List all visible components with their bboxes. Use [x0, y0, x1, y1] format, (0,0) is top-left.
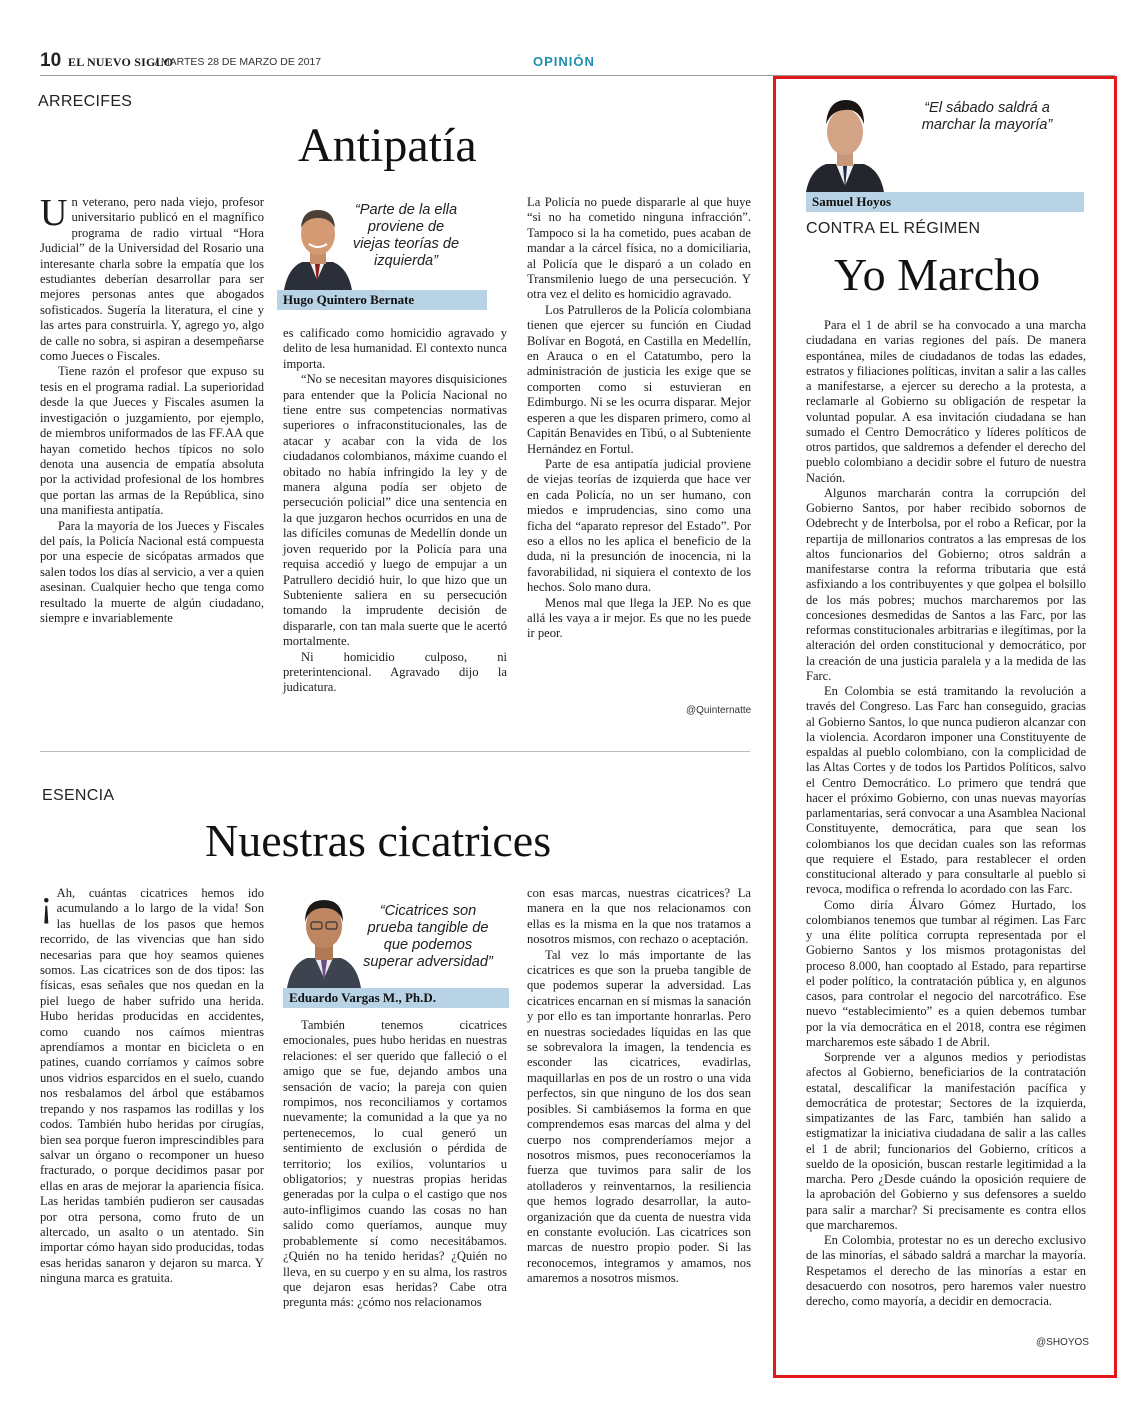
article3-pull-quote: “El sábado saldrá a marchar la mayoría”: [921, 100, 1053, 133]
article2-dropcap: ¡: [40, 883, 53, 925]
article2-paragraph: con esas marcas, nuestras cicatrices? La manera en la que nos relacionamos con ellas es la misma en la que nos tratamos a nosotros mismos, con rechazo o aceptación.: [527, 886, 751, 947]
article1-paragraph: Parte de esa antipatía judicial proviene de viejas teorías de izquierda que hace ver en cada Policía, no un ser humano, con miedos e imprudencias, sino como una ficha del “aparato represor del Estado”. Por eso a ellos no les aplica el beneficio de la duda, ni la presunción de inocencia, ni la favorabilidad, ni siquiera el contexto de los hechos. Solo mano dura.: [527, 456, 751, 595]
article3-paragraph: Algunos marcharán contra la corrupción del Gobierno Santos, por haber recibido sobornos de Odebrecht y de Interbolsa, por el robo a Reficar, por la repartija de millonarios contratos a las empresas de los altos funcionarios del Gobierno; otros saldrán a manifestarse contra la reforma tributaria que está asfixiando a los contribuyentes y que golpea el bolsillo de los más pobres; muchos marcharemos por las concesiones desmedidas de Santos a las Farc, por las reformas constitucionales arbitrarias e ilegítimas, por la alteración del orden constitucional y democrático, por la creación de una justicia paralela y a la medida de las Farc.: [806, 485, 1086, 683]
article3-paragraph: En Colombia se está tramitando la revolución a través del Congreso. Las Farc han conseguido, gracias al Gobierno Santos, lo que nunca pudieron alcanzar con la violencia. Acordaron imponer una Constituyente de espaldas al pueblo colombiano, con la complicidad de las Altas Cortes y de todos los Partidos Políticos, salvo el Centro Democrático. Lo primero que tendrá que hacer el próximo Gobierno, con unas nuevas mayorías parlamentarias, será convocar a una Asamblea Nacional Constituyente, democrática, para que sean los colombianos los que decidan cuales son las reformas que requiere el Estado, para restablecer el orden constitucional alterado y para consultarle al pueblo si revoca, modifica o refrenda lo acordado con las Farc.: [806, 684, 1086, 897]
article1-paragraph: Ni homicidio culposo, ni preterintencional. Agravado dijo la judicatura.: [283, 649, 507, 695]
author-photo-hugo-quintero: [280, 198, 355, 290]
article2-paragraph: Tal vez lo más importante de las cicatrices es que son la prueba tangible de que podemos superar la adversidad. Las cicatrices encarnan en sí mismas la sanación y por ello es tan importante honrarlas. Pero en nuestras sociedades líquidas en las que se sobrevalora la imagen, la tendencia es esconder las cicatrices, evadirlas, maquillarlas en pos de un rostro o una vida perfectos, sin que ninguno de los dos sean posibles. Si cambiásemos la forma en que comprendemos esas marcas del alma y del cuerpo nos comprenderíamos mejor a nosotros mismos, pues reconoceríamos la fuerza que tuvimos para salir de los atolladeros y reinventarnos, la resiliencia que hemos logrado desarrollar, la auto-organización que da cuenta de nuestra vida en constante evolución. Las cicatrices son marcas de nuestro propio poder. Si las reconocemos, integramos y amamos, nos amaremos a nosotros mismos.: [527, 947, 751, 1286]
article1-author-name: Hugo Quintero Bernate: [277, 290, 487, 310]
article3-body: [806, 318, 1086, 1309]
article2-kicker: ESENCIA: [42, 787, 115, 804]
article1-paragraph: Tiene razón el profesor que expuso su tesis en el programa radial. La superioridad desde la que Jueces y Fiscales asumen la investigación o juzgamiento, por ejemplo, de miembros uniformados de las FF.AA que hayan cometido hechos típicos no solo denota una ausencia de empatía absoluta por la actividad profesional de los hombres que portan las armas de la República, sino una manifiesta antipatía.: [40, 364, 264, 518]
article2-column-1: [40, 883, 264, 1287]
article1-dropcap: U: [40, 192, 68, 234]
article1-paragraph: Menos mal que llega la JEP. No es que allá les vaya a ir mejor. Es que no les puede ir peor.: [527, 595, 751, 641]
article1-column-1: [40, 192, 264, 626]
article2-paragraph: También tenemos cicatrices emocionales, pues hubo heridas en nuestras relaciones: el ser querido que falleció o el amigo que se fue, dejando ambos una sensación de vacío; la pareja con quien rompimos, nos reconciliamos y cortamos nuevamente; la comunidad a la que ya no pertenecemos, lo cual generó un sentimiento de exclusión o pérdida de territorio; los exilios, voluntarios u obligatorios; y nuestras propias heridas generadas por la culpa o el castigo que nos auto-infligimos cuando las cosas no han salido como queríamos, aunque muy probablemente sí como necesitábamos. ¿Quién no ha tenido heridas? ¿Quién no lleva, en su cuerpo y en su alma, los rastros que dejaron esas heridas? Cabe otra pregunta más: ¿cómo nos relacionamos: [283, 1018, 507, 1310]
article1-paragraph: La Policía no puede dispararle al que huye “si no ha cometido ninguna infracción”. Tampoco si la ha cometido, pues acaban de mandar a la cárcel física, no a domiciliaria, al Policía que le disparó a un colado en Transmilenio luego de una persecución. Y otra vez el delito es homicidio agravado.: [527, 195, 751, 302]
article1-paragraph: Para la mayoría de los Jueces y Fiscales del país, la Policía Nacional está compuesta por una especie de sicópatas armados que salen todos los días al servicio, a ver a quien asesinan. Cualquier hecho que tenga como resultado la muerte de algún ciudadano, siempre e invariablemente: [40, 518, 264, 625]
article2-pull-quote: “Cicatrices son prueba tangible de que podemos superar adversidad”: [363, 903, 493, 970]
article1-pull-quote: “Parte de la ella proviene de viejas teorías de izquierda”: [352, 202, 460, 269]
author-photo-samuel-hoyos: [806, 92, 884, 192]
page-number: 10: [40, 50, 62, 71]
article3-paragraph: Sorprende ver a algunos medios y periodistas afectos al Gobierno, beneficiarios de la contratación estatal, descalificar la manifestación pacífica y democrática de protestar; Sectores de la izquierda, simpatizantes de las Farc, también han salido a estigmatizar la iniciativa ciudadana de salir a las calles el 1 de abril; funcionarios del Gobierno, críticos a sueldo de la oposición, buscan restarle legitimidad a la marcha. Pero ¿Desde cuándo la oposición requiere de la aprobación del Gobierno y sus defensores a sueldo para salir a marchar? Si precisamente es contra ellos que marcharemos.: [806, 1050, 1086, 1232]
issue-date: / MARTES 28 DE MARZO DE 2017: [155, 56, 322, 68]
article2-headline: Nuestras cicatrices: [205, 815, 552, 866]
article1-column-2: [283, 326, 507, 696]
section-label: OPINIÓN: [533, 54, 595, 69]
article3-paragraph: Como diría Álvaro Gómez Hurtado, los colombianos tenemos que tumbar al régimen. Las Farc y una élite política corrupta representada por el Gobierno Santos y los mismos protagonistas del proceso 8.000, han cooptado al Estado, para repartirse el poder político, la contratación pública y, en algunos casos, para controlar el negocio del narcotráfico. Ese nuevo “establecimiento” es a quien debemos tumbar por la vía democrática en el 2018, contra ese régimen marcharemos este sábado 1 de Abril.: [806, 897, 1086, 1049]
section-divider: [40, 751, 750, 752]
article3-paragraph: Para el 1 de abril se ha convocado a una marcha ciudadana en varias regiones del país. De manera espontánea, miles de ciudadanos de todas las edades, estratos y filiaciones políticas, invitan a salir a las calles a manifestarse, a ejercer su derecho a la protesta, a reclamarle al Gobierno su obligación de respetar la voluntad popular. A esa invitación ciudadana se han sumado el Centro Democrático y líderes políticos de otros partidos, que saldremos a defender el derecho del pueblo colombiano a decidir sobre el futuro de nuestra Nación.: [806, 318, 1086, 485]
author-photo-eduardo-vargas: [285, 886, 363, 988]
article3-headline: Yo Marcho: [834, 249, 1041, 300]
article2-column-3: [527, 886, 751, 1287]
article1-paragraph: Un veterano, pero nada viejo, profesor universitario publicó en el magnífico programa de radio virtual “Hora Judicial” de la Universidad del Rosario una interesante charla sobre la empatía que los estudiantes deberían desarrollar para ser mejores personas antes que abogados sofisticados. Sugería la literatura, el cine y las artes para construirla. Y, agrego yo, algo de calle no sobra, si aspiran a desempeñarse como Jueces o Fiscales.: [40, 192, 264, 364]
article1-column-3: [527, 195, 751, 642]
article1-kicker: ARRECIFES: [38, 93, 133, 110]
article3-kicker: CONTRA EL RÉGIMEN: [806, 220, 981, 237]
article1-author-handle: @Quinternatte: [686, 705, 752, 716]
newspaper-name: EL NUEVO SIGLO: [68, 55, 174, 69]
article2-author-name: Eduardo Vargas M., Ph.D.: [283, 988, 509, 1008]
article2-column-2: [283, 1018, 507, 1311]
article3-author-handle: @SHOYOS: [1036, 1337, 1089, 1348]
article3-author-name: Samuel Hoyos: [806, 192, 1084, 212]
article2-paragraph: ¡ Ah, cuántas cicatrices hemos ido acumulando a lo largo de la vida! Son las huellas de los pasos que hemos recorrido, de las vivencias que han sido necesarias para que hoy seamos quienes somos. Las cicatrices son de dos tipos: las físicas, esas señales que nos quedan en la piel luego de haber sufrido una herida. Hubo heridas producidas en accidentes, como cuando nos caímos mientras aprendíamos a montar en bicicleta o en patines, cuando corríamos y caímos sobre unos vidrios esparcidos en el suelo, cuando nos resbalamos del árbol que estábamos trepando y nos raspamos las rodillas y los codos. También hubo heridas por cirugías, bien sea porque fueron imprescindibles para salvar un órgano o recomponer un hueso fracturado, o porque decidimos pasar por ellas en aras de mejorar la apariencia física. Las heridas también pudieron ser causadas por otra persona, como fruto de un altercado, un asalto o un atentado. Sin importar cómo hayan sido producidas, todas esas heridas sanaron y dejaron su marca. Y ninguna marca es gratuita.: [40, 883, 264, 1286]
article1-headline: Antipatía: [298, 119, 477, 172]
article1-paragraph: “No se necesitan mayores disquisiciones para entender que la Policía Nacional no tiene entre sus competencias normativas superiores o infraconstitucionales, las de atacar y acabar con la vida de los ciudadanos colombianos, máxime cuando el obitado no había infringido la ley y de manera alguna podía ser objeto de persecución policial” dice una sentencia en la que juzgaron hechos ocurridos en una de las difíciles comunas de Medellín donde un joven requerido por la Policía para una requisa accedió y luego de empujar a un Patrullero decidió huir, lo que hizo que un Subteniente saliera en su persecución tomando la imprudente decisión de dispararle, con tan mala suerte que le acertó mortalmente.: [283, 372, 507, 649]
article3-paragraph: En Colombia, protestar no es un derecho exclusivo de las minorías, el sábado saldrá a marchar la mayoría. Respetamos el derecho de las minorías a estar en desacuerdo con nosotros, pero haremos valer nuestro derecho, como mayoría, a decidir en democracia.: [806, 1233, 1086, 1308]
article1-paragraph: es calificado como homicidio agravado y delito de lesa humanidad. El contexto nunca importa.: [283, 326, 507, 371]
article1-paragraph: Los Patrulleros de la Policía colombiana tienen que ejercer su función en Ciudad Bolívar en Bogotá, en Castilla en Medellín, en Arauca o en el Catatumbo, pero la administración de justicia les exige que se comporten como si estuvieran en Edimburgo. Ni se les ocurra disparar. Mejor esperen a que les disparen primero, como al Capitán Benavides en Tibú, o al Subteniente Hernández en Fortul.: [527, 302, 751, 456]
